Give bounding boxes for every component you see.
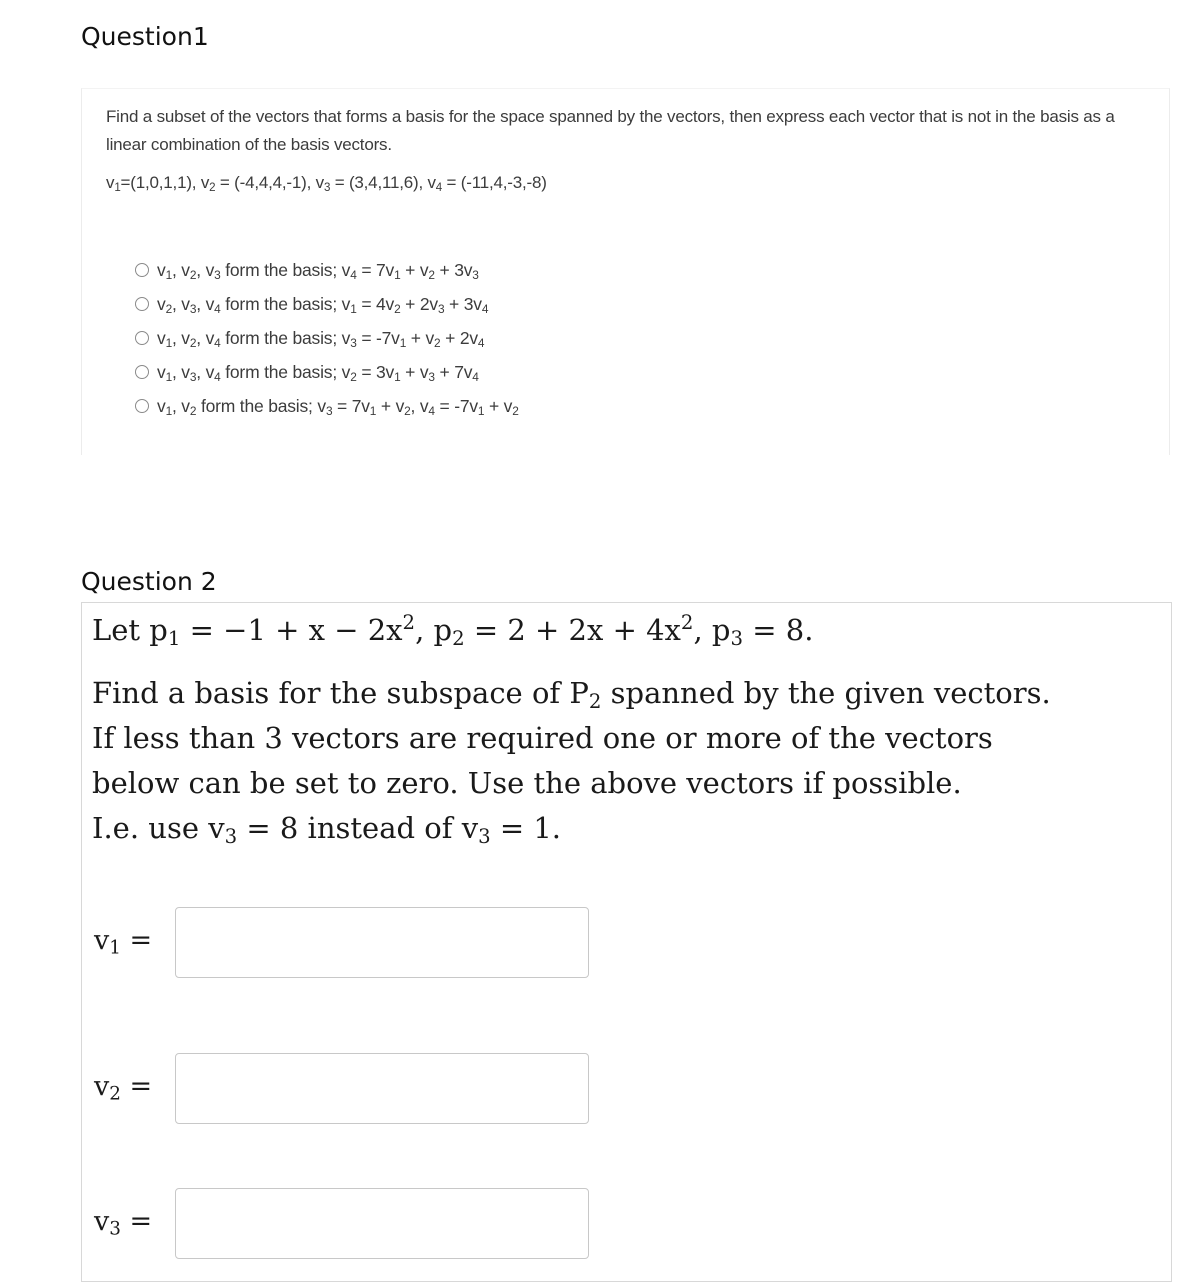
answer-label-v2: $v_2$ = <box>94 1071 153 1105</box>
choice-5[interactable] <box>135 389 519 423</box>
choice-list <box>135 253 519 423</box>
answer-input-v1[interactable] <box>175 907 589 978</box>
choice-label: $v_1$, $v_2$ form the basis; $v_3 = 7v_1 + v_2$, $v_4 = -7v_1 + v_2$ <box>157 395 519 418</box>
answer-input-v2[interactable] <box>175 1053 589 1124</box>
question1-title: Question1 <box>81 22 209 51</box>
choice-label: $v_1$, $v_2$, $v_4$ form the basis; $v_3 = -7v_1 + v_2 + 2v_4$ <box>157 327 485 350</box>
choice-4[interactable] <box>135 355 519 389</box>
instruction-line: I.e. use $v_3 = 8$ instead of $v_3 = 1$. <box>92 811 562 848</box>
instruction-line: Find a basis for the subspace of $P_2$ spanned by the given vectors. <box>92 676 1051 713</box>
answer-input-v3[interactable] <box>175 1188 589 1259</box>
choice-label: $v_2$, $v_3$, $v_4$ form the basis; $v_1 = 4v_2 + 2v_3 + 3v_4$ <box>157 293 489 316</box>
radio-button[interactable] <box>135 297 149 311</box>
question1-prompt: Find a subset of the vectors that forms a basis for the space spanned by the vectors, then express each vector that is not in the basis as a linear combination of the basis vectors. <box>106 107 1115 154</box>
instruction-line: below can be set to zero. Use the above vectors if possible. <box>92 766 962 800</box>
question2-card <box>81 602 1172 1282</box>
radio-button[interactable] <box>135 399 149 413</box>
polynomial-definition: Let $p_1 = -1 + x - 2x^2$, $p_2 = 2 + 2x + 4x^2$, $p_3 = 8$. <box>92 611 814 650</box>
choice-label: $v_1$, $v_2$, $v_3$ form the basis; $v_4 = 7v_1 + v_2 + 3v_3$ <box>157 259 479 282</box>
question2-title: Question 2 <box>81 567 217 596</box>
choice-label: $v_1$, $v_3$, $v_4$ form the basis; $v_2 = 3v_1 + v_3 + 7v_4$ <box>157 361 479 384</box>
instruction-line: If less than 3 vectors are required one or more of the vectors <box>92 721 993 755</box>
question1-vectors: $v_1=(1,0,1,1)$, $v_2 = (-4,4,4,-1)$, $v_3 = (3,4,11,6)$, $v_4 = (-11,4,-3,-8)$ <box>106 173 547 194</box>
choice-3[interactable] <box>135 321 519 355</box>
radio-button[interactable] <box>135 263 149 277</box>
choice-2[interactable] <box>135 287 519 321</box>
choice-1[interactable] <box>135 253 519 287</box>
question2-instructions <box>92 671 1152 851</box>
question1-card <box>81 88 1170 455</box>
radio-button[interactable] <box>135 331 149 345</box>
answer-label-v1: $v_1$ = <box>94 925 153 959</box>
answer-label-v3: $v_3$ = <box>94 1206 153 1240</box>
radio-button[interactable] <box>135 365 149 379</box>
